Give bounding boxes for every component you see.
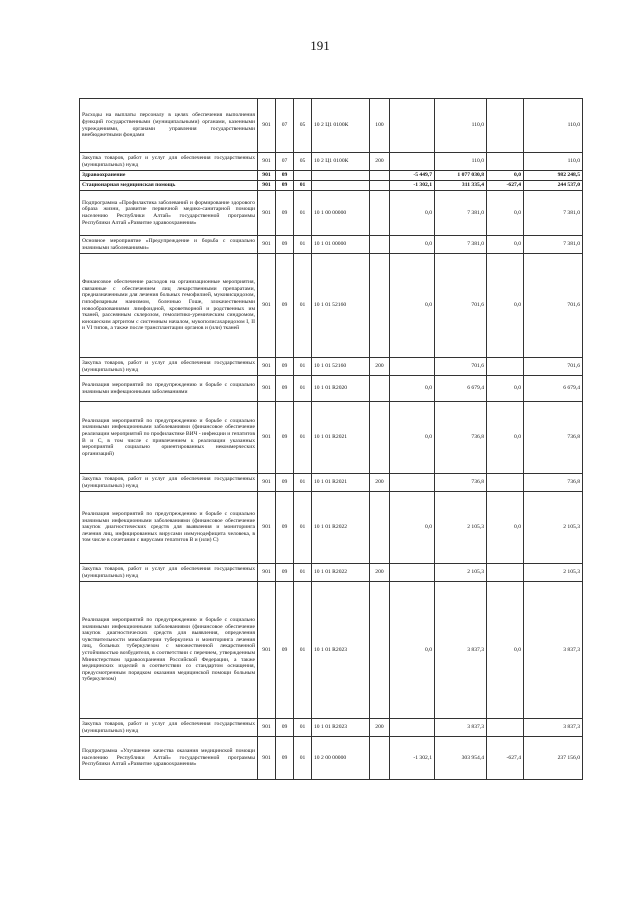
row-subsection: 01	[294, 236, 312, 254]
row-name: Закупка товаров, работ и услуг для обеспечения государственных (муниципальных) нужд	[80, 474, 258, 492]
row-code: 901	[258, 191, 276, 236]
table-row	[80, 153, 583, 171]
row-expense-type	[370, 492, 390, 564]
row-name: Закупка товаров, работ и услуг для обеспечения государственных (муниципальных) нужд	[80, 358, 258, 376]
row-name: Реализация мероприятий по предупреждению и борьбе с социально значимыми инфекционными заболеваниями	[80, 376, 258, 402]
row-expense-type	[370, 171, 390, 181]
table-row	[80, 402, 583, 474]
row-sum-2: 2 105,3	[524, 564, 583, 582]
row-name: Реализация мероприятий по предупреждению и борьбе с социально значимыми инфекционными заболеваниями (финансовое обеспечение закупок диагностических средств для выявления и мониторинга лечения лиц, инфицированных вирусами иммунодефицита человека, в том числе в сочетании с вирусами гепатитов В и (или) С)	[80, 492, 258, 564]
row-expense-type	[370, 181, 390, 191]
row-change-2: -627,4	[487, 181, 524, 191]
table-row	[80, 191, 583, 236]
row-sum-2: 3 837,3	[524, 582, 583, 719]
table-row	[80, 376, 583, 402]
row-code: 901	[258, 737, 276, 780]
row-change-2: 0,0	[487, 191, 524, 236]
row-code: 901	[258, 153, 276, 171]
row-target-article: 10 1 01 52160	[312, 358, 370, 376]
row-name: Расходы на выплаты персоналу в целях обеспечения выполнения функций государственными (муниципальными) органами, казенными учреждениями, органами управления государственными внебюджетными фондами	[80, 99, 258, 153]
row-change-2: 0,0	[487, 402, 524, 474]
table-row	[80, 358, 583, 376]
row-section: 09	[276, 181, 294, 191]
table-row	[80, 99, 583, 153]
row-code: 901	[258, 358, 276, 376]
row-sum: 2 105,3	[435, 492, 487, 564]
row-section: 09	[276, 171, 294, 181]
row-code: 901	[258, 254, 276, 358]
row-code: 901	[258, 492, 276, 564]
row-code: 901	[258, 99, 276, 153]
row-change	[390, 719, 435, 737]
row-section: 09	[276, 236, 294, 254]
row-sum-2: 110,0	[524, 99, 583, 153]
row-subsection	[294, 171, 312, 181]
row-subsection: 01	[294, 376, 312, 402]
row-expense-type: 100	[370, 99, 390, 153]
row-sum-2: 244 537,0	[524, 181, 583, 191]
row-change: 0,0	[390, 402, 435, 474]
row-sum: 311 335,4	[435, 181, 487, 191]
table-row	[80, 737, 583, 780]
row-section: 07	[276, 153, 294, 171]
row-expense-type	[370, 254, 390, 358]
row-change: -1 302,1	[390, 181, 435, 191]
row-subsection: 01	[294, 474, 312, 492]
row-subsection: 01	[294, 181, 312, 191]
row-sum: 1 077 030,8	[435, 171, 487, 181]
row-section: 09	[276, 191, 294, 236]
row-sum-2: 982 248,5	[524, 171, 583, 181]
row-sum: 7 381,0	[435, 191, 487, 236]
row-change: 0,0	[390, 582, 435, 719]
row-code: 901	[258, 474, 276, 492]
row-target-article: 10 1 01 R2022	[312, 564, 370, 582]
row-name: Реализация мероприятий по предупреждению и борьбе с социально значимыми инфекционными заболеваниями (финансовое обеспечение закупок диагностических средств для выявления, определения чувствительности микобактерии туберкулеза и мониторинга лечения лиц, больных туберкулезом с множественной лекарственной устойчивостью возбудителя, в соответствии с перечнем, утвержденным Министерством здравоохранения Российской Федерации, а также медицинских изделий в соответствии со стандартом оснащения, предусмотренным порядком оказания медицинской помощи больным туберкулезом)	[80, 582, 258, 719]
row-expense-type	[370, 236, 390, 254]
table-row	[80, 254, 583, 358]
row-change: 0,0	[390, 376, 435, 402]
row-section: 09	[276, 564, 294, 582]
row-name: Подпрограмма «Профилактика заболеваний и формирование здорового образа жизни, развитие первичной медико-санитарной помощи населению Республики Алтай» государственной программы Республики Алтай «Развитие здравоохранения»	[80, 191, 258, 236]
row-change-2: 0,0	[487, 254, 524, 358]
row-sum: 110,0	[435, 153, 487, 171]
row-target-article: 10 1 01 52160	[312, 254, 370, 358]
row-sum-2: 701,6	[524, 358, 583, 376]
table-row	[80, 492, 583, 564]
row-sum: 701,6	[435, 254, 487, 358]
row-sum: 701,6	[435, 358, 487, 376]
row-target-article	[312, 181, 370, 191]
row-change	[390, 99, 435, 153]
row-name: Реализация мероприятий по предупреждению и борьбе с социально значимыми инфекционными заболеваниями (финансовое обеспечение реализации мероприятий по профилактике ВИЧ - инфекции и гепатитов В и С, в том числе с привлечением к реализации указанных мероприятий социально ориентированных некоммерческих организаций)	[80, 402, 258, 474]
table-body	[80, 99, 583, 780]
row-code: 901	[258, 171, 276, 181]
row-sum-2: 110,0	[524, 153, 583, 171]
row-sum: 303 954,4	[435, 737, 487, 780]
row-change-2	[487, 564, 524, 582]
row-change-2	[487, 474, 524, 492]
row-code: 901	[258, 719, 276, 737]
row-change: 0,0	[390, 236, 435, 254]
row-sum-2: 7 381,0	[524, 236, 583, 254]
row-target-article: 10 1 01 R2021	[312, 402, 370, 474]
row-change-2: 0,0	[487, 492, 524, 564]
row-subsection: 05	[294, 153, 312, 171]
row-change	[390, 564, 435, 582]
row-expense-type	[370, 191, 390, 236]
row-section: 09	[276, 358, 294, 376]
row-section: 09	[276, 254, 294, 358]
row-sum-2: 3 837,3	[524, 719, 583, 737]
row-section: 09	[276, 582, 294, 719]
table-row	[80, 564, 583, 582]
row-expense-type: 200	[370, 474, 390, 492]
row-expense-type	[370, 402, 390, 474]
page-number: 191	[310, 38, 330, 53]
table-row	[80, 474, 583, 492]
row-change-2: 0,0	[487, 171, 524, 181]
row-name: Здравоохранение	[80, 171, 258, 181]
table-row	[80, 181, 583, 191]
row-subsection: 01	[294, 737, 312, 780]
table-row	[80, 582, 583, 719]
row-subsection: 01	[294, 358, 312, 376]
row-expense-type: 200	[370, 358, 390, 376]
row-sum: 3 837,3	[435, 719, 487, 737]
row-subsection: 01	[294, 254, 312, 358]
row-code: 901	[258, 582, 276, 719]
row-sum: 110,0	[435, 99, 487, 153]
row-subsection: 05	[294, 99, 312, 153]
row-sum: 6 679,4	[435, 376, 487, 402]
row-name: Стационарная медицинская помощь	[80, 181, 258, 191]
row-code: 901	[258, 402, 276, 474]
row-subsection: 01	[294, 564, 312, 582]
row-subsection: 01	[294, 582, 312, 719]
row-target-article: 10 1 01 R2021	[312, 474, 370, 492]
row-target-article: 10 1 01 R2020	[312, 376, 370, 402]
row-target-article: 10 1 00 00000	[312, 191, 370, 236]
row-code: 901	[258, 376, 276, 402]
row-target-article: 10 1 01 R2022	[312, 492, 370, 564]
row-change	[390, 153, 435, 171]
row-code: 901	[258, 236, 276, 254]
row-subsection: 01	[294, 492, 312, 564]
row-section: 09	[276, 474, 294, 492]
row-sum: 2 105,3	[435, 564, 487, 582]
row-change-2: 0,0	[487, 236, 524, 254]
row-section: 07	[276, 99, 294, 153]
row-subsection: 01	[294, 719, 312, 737]
row-expense-type: 200	[370, 153, 390, 171]
row-name: Закупка товаров, работ и услуг для обеспечения государственных (муниципальных) нужд	[80, 564, 258, 582]
row-sum: 736,8	[435, 474, 487, 492]
row-sum-2: 736,8	[524, 402, 583, 474]
row-code: 901	[258, 181, 276, 191]
row-change-2	[487, 358, 524, 376]
row-expense-type: 200	[370, 719, 390, 737]
row-section: 09	[276, 492, 294, 564]
row-sum-2: 7 381,0	[524, 191, 583, 236]
row-target-article: 10 1 01 R2023	[312, 719, 370, 737]
table-row	[80, 236, 583, 254]
row-expense-type	[370, 737, 390, 780]
row-name: Закупка товаров, работ и услуг для обеспечения государственных (муниципальных) нужд	[80, 153, 258, 171]
row-change: -5 449,7	[390, 171, 435, 181]
row-target-article: 10 2 Ц1 0100К	[312, 99, 370, 153]
row-code: 901	[258, 564, 276, 582]
row-target-article	[312, 171, 370, 181]
row-change-2	[487, 99, 524, 153]
row-subsection: 01	[294, 191, 312, 236]
row-change-2: 0,0	[487, 376, 524, 402]
row-sum-2: 6 679,4	[524, 376, 583, 402]
budget-table	[79, 98, 583, 780]
table-row	[80, 719, 583, 737]
row-change: 0,0	[390, 191, 435, 236]
table-row	[80, 171, 583, 181]
row-name: Закупка товаров, работ и услуг для обеспечения государственных (муниципальных) нужд	[80, 719, 258, 737]
row-sum-2: 736,8	[524, 474, 583, 492]
row-name: Финансовое обеспечение расходов на организационные мероприятия, связанные с обеспечением лиц лекарственными препаратами, предназначенными для лечения больных гемофилией, муковисцидозом, гипофизарным нанизмом, болезнью Гоше, злокачественными новообразованиями лимфоидной, кроветворной и родственных им тканей, рассеянным склерозом, гемолитико-уремическим синдромом, юношеским артритом с системным началом, мукополисахаридозом I, II и VI типов, а также после трансплантации органов и (или) тканей	[80, 254, 258, 358]
row-sum-2: 701,6	[524, 254, 583, 358]
row-change-2	[487, 153, 524, 171]
row-change-2	[487, 719, 524, 737]
row-expense-type	[370, 376, 390, 402]
row-target-article: 10 2 Ц1 0100К	[312, 153, 370, 171]
row-expense-type: 200	[370, 564, 390, 582]
row-target-article: 10 2 00 00000	[312, 737, 370, 780]
row-change-2: -627,4	[487, 737, 524, 780]
row-sum: 736,8	[435, 402, 487, 474]
row-expense-type	[370, 582, 390, 719]
row-name: Основное мероприятие «Предупреждение и борьба с социально значимыми заболеваниями»	[80, 236, 258, 254]
row-name: Подпрограмма «Улучшение качества оказания медицинской помощи населению Республики Алтай» государственной программы Республики Алтай «Развитие здравоохранения»	[80, 737, 258, 780]
row-sum: 7 381,0	[435, 236, 487, 254]
row-sum-2: 237 156,0	[524, 737, 583, 780]
row-section: 09	[276, 737, 294, 780]
row-target-article: 10 1 01 00000	[312, 236, 370, 254]
row-section: 09	[276, 402, 294, 474]
row-change: -1 302,1	[390, 737, 435, 780]
row-change	[390, 474, 435, 492]
row-change	[390, 358, 435, 376]
row-subsection: 01	[294, 402, 312, 474]
row-section: 09	[276, 376, 294, 402]
row-section: 09	[276, 719, 294, 737]
row-sum-2: 2 105,3	[524, 492, 583, 564]
row-change: 0,0	[390, 492, 435, 564]
row-sum: 3 837,3	[435, 582, 487, 719]
row-change: 0,0	[390, 254, 435, 358]
row-change-2: 0,0	[487, 582, 524, 719]
row-target-article: 10 1 01 R2023	[312, 582, 370, 719]
